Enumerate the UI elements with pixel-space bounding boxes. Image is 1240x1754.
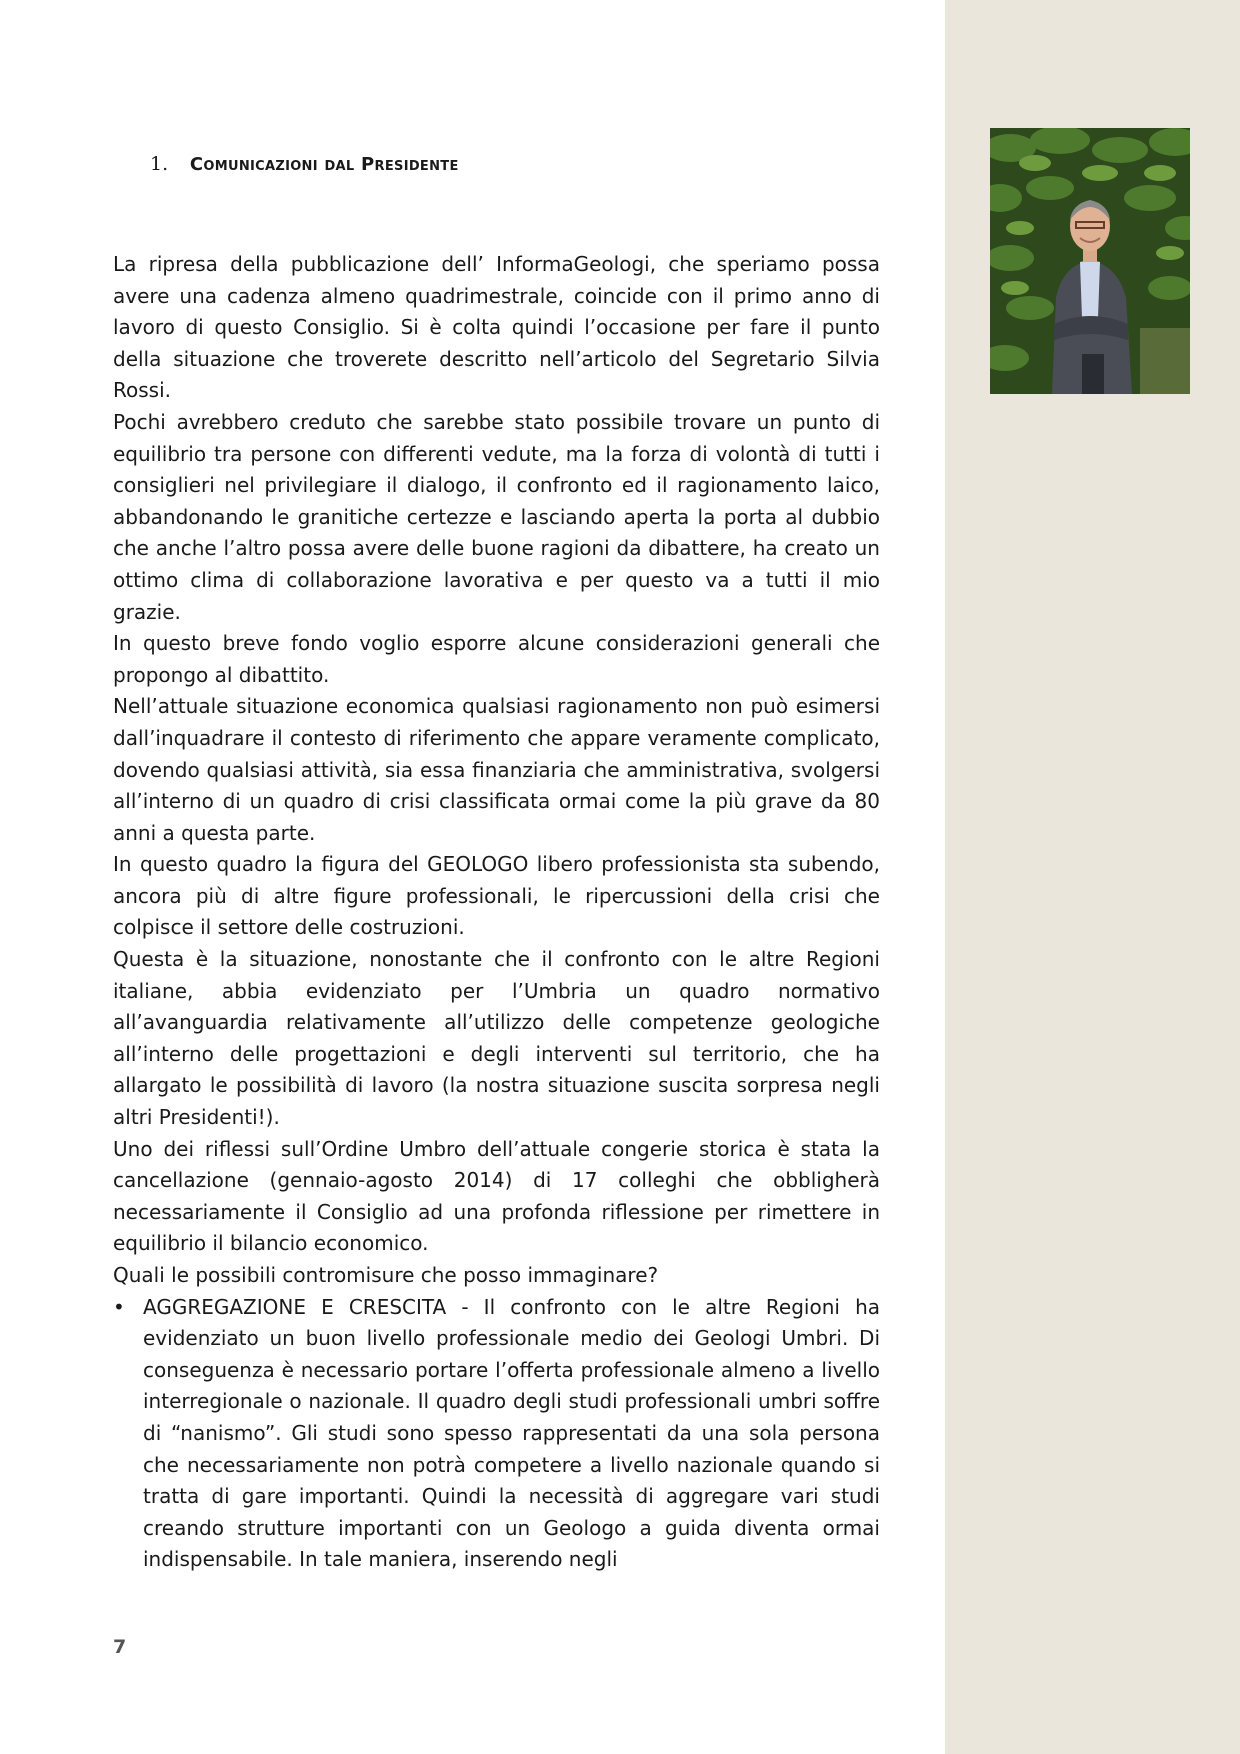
paragraph: In questo quadro la figura del GEOLOGO libero professionista sta subendo, ancora più di altre figure professionali, le ripercussioni della crisi che colpisce il settore delle costruzioni. bbox=[113, 852, 880, 940]
section-title: Comunicazioni dal Presidente bbox=[189, 154, 459, 175]
bullet-list bbox=[113, 1292, 880, 1576]
page-number: 7 bbox=[113, 1636, 127, 1658]
bullet-marker: • bbox=[113, 1294, 125, 1319]
section-number: 1. bbox=[150, 153, 169, 175]
section-heading bbox=[150, 150, 459, 179]
paragraph: Nell’attuale situazione economica qualsiasi ragionamento non può esimersi dall’inquadrare il contesto di riferimento che appare veramente complicato, dovendo qualsiasi attività, sia essa finanziaria che amministrativa, svolgersi all’interno di un quadro di crisi classificata ormai come la più grave da 80 anni a questa parte. bbox=[113, 694, 880, 845]
list-item bbox=[113, 1292, 880, 1576]
paragraph: Pochi avrebbero creduto che sarebbe stato possibile trovare un punto di equilibrio tra persone con differenti vedute, ma la forza di volontà di tutti i consiglieri nel privilegiare il dialogo, il confronto ed il ragionamento laico, abbandonando le granitiche certezze e lasciando aperta la porta al dubbio che anche l’altro possa avere delle buone ragioni da dibattere, ha creato un ottimo clima di collaborazione lavorativa e per questo va a tutti il mio grazie. bbox=[113, 409, 880, 624]
paragraph: La ripresa della pubblicazione dell’ InformaGeologi, che speriamo possa avere una cadenza almeno quadrimestrale, coincide con il primo anno di lavoro di questo Consiglio. Si è colta quindi l’occasione per fare il punto della situazione che troverete descritto nell’articolo del Segretario Silvia Rossi. bbox=[113, 252, 880, 403]
paragraph: Quali le possibili contromisure che posso immaginare? bbox=[113, 1263, 659, 1287]
list-item-text: AGGREGAZIONE E CRESCITA - Il confronto con le altre Regioni ha evidenziato un buon livello professionale medio dei Geologi Umbri. Di conseguenza è necessario portare l’offerta professionale almeno a livello interregionale o nazionale. Il quadro degli studi professionali umbri soffre di “nanismo”. Gli studi sono spesso rappresentati da una sola persona che necessariamente non potrà competere a livello nazionale quando si tratta di gare importanti. Quindi la necessità di aggregare vari studi creando strutture importanti con un Geologo a guida diventa ormai indispensabile. In tale maniera, inserendo negli bbox=[143, 1294, 880, 1572]
paragraph: In questo breve fondo voglio esporre alcune considerazioni generali che propongo al dibattito. bbox=[113, 631, 880, 687]
president-photo bbox=[990, 128, 1190, 394]
paragraph: Questa è la situazione, nonostante che il confronto con le altre Regioni italiane, abbia evidenziato per l’Umbria un quadro normativo all’avanguardia relativamente all’utilizzo delle competenze geologiche all’interno delle progettazioni e degli interventi sul territorio, che ha allargato le possibilità di lavoro (la nostra situazione suscita sorpresa negli altri Presidenti!). bbox=[113, 947, 880, 1130]
article-body bbox=[113, 249, 880, 1576]
paragraph: Uno dei riflessi sull’Ordine Umbro dell’attuale congerie storica è stata la cancellazione (gennaio-agosto 2014) di 17 colleghi che obbligherà necessariamente il Consiglio ad una profonda riflessione per rimettere in equilibrio il bilancio economico. bbox=[113, 1136, 880, 1256]
